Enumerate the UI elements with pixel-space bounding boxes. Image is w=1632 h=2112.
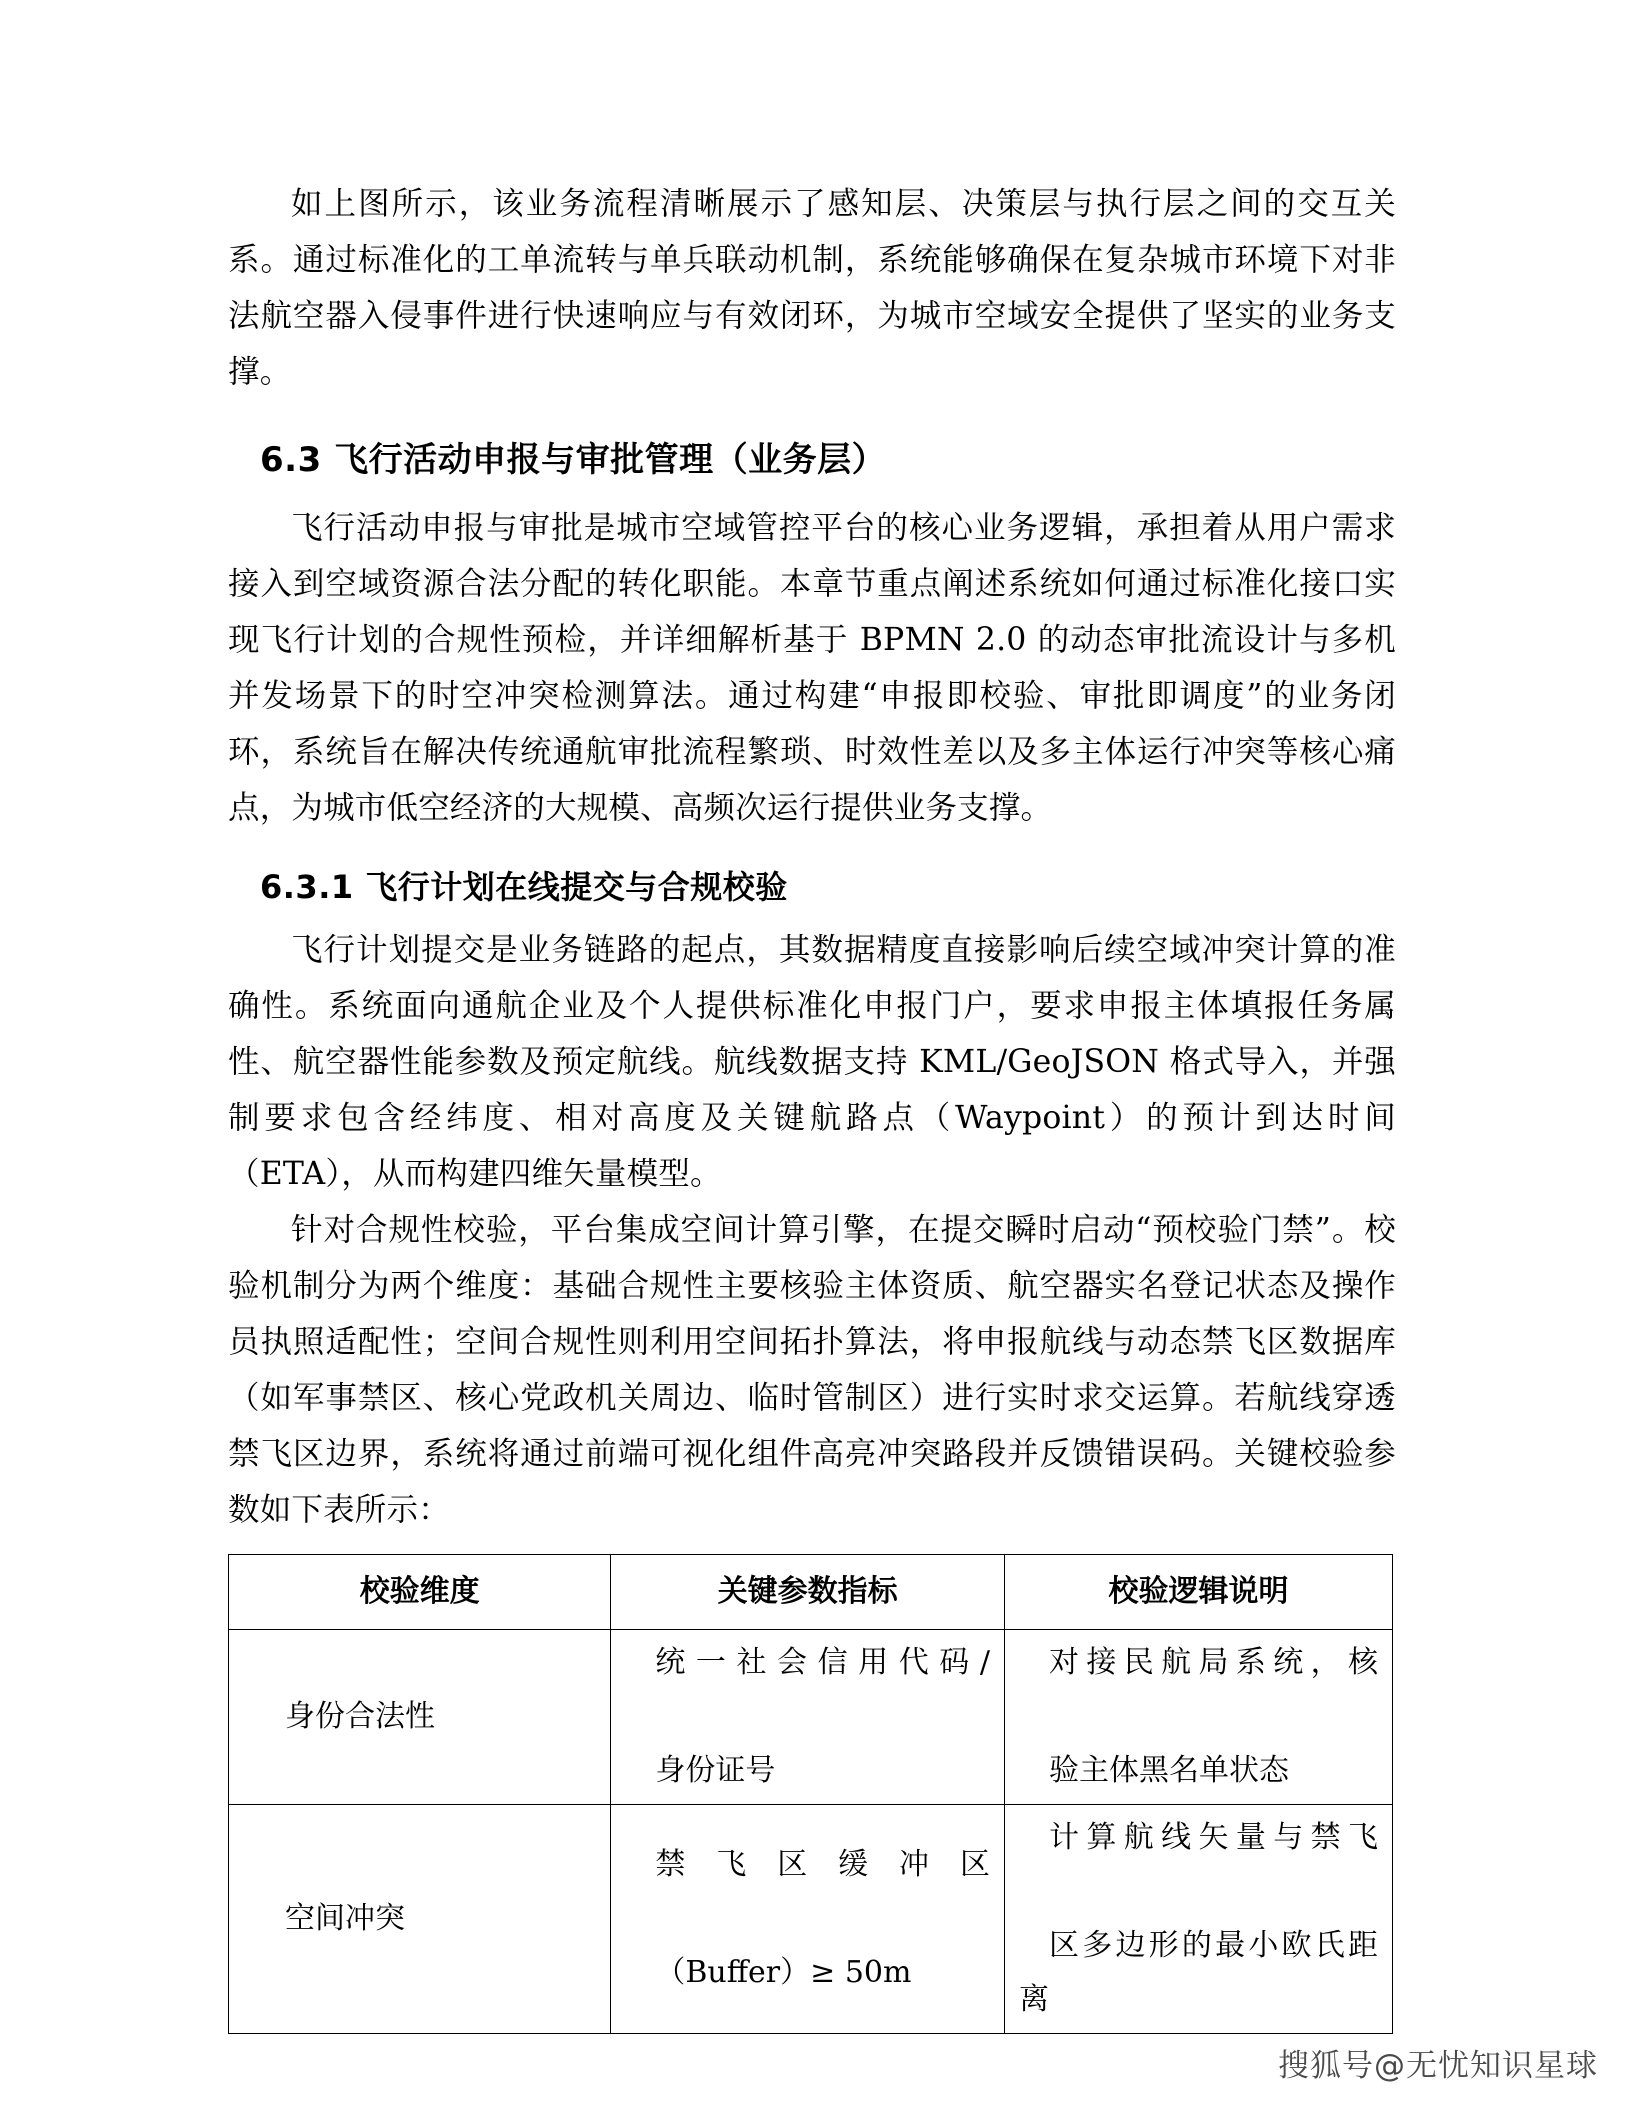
cell-line: 统一社会信用代码/ (655, 1645, 990, 1680)
table-row (229, 1630, 1393, 1805)
cell-dimension: 身份合法性 (229, 1630, 611, 1805)
cell-line: 对接民航局系统，核 (1048, 1645, 1378, 1680)
cell-logic (1004, 1805, 1392, 2034)
cell-dimension: 空间冲突 (229, 1805, 611, 2034)
cell-logic (1004, 1630, 1392, 1805)
validation-parameters-table (228, 1554, 1393, 2034)
source-watermark: 搜狐号@无忧知识星球 (1278, 2048, 1598, 2084)
cell-line: 区多边形的最小欧氏距离 (1018, 1928, 1378, 2017)
intro-paragraph: 如上图所示，该业务流程清晰展示了感知层、决策层与执行层之间的交互关系。通过标准化的工单流转与单兵联动机制，系统能够确保在复杂城市环境下对非法航空器入侵事件进行快速响应与有效闭环，为城市空域安全提供了坚实的业务支撑。 (228, 186, 1396, 390)
heading-6-3-1: 6.3.1 飞行计划在线提交与合规校验 (260, 868, 788, 906)
heading-6-3: 6.3 飞行活动申报与审批管理（业务层） (260, 440, 887, 480)
cell-line: 计算航线矢量与禁飞 (1048, 1820, 1378, 1855)
cell-parameter (611, 1805, 1005, 2034)
table-header-logic: 校验逻辑说明 (1004, 1555, 1392, 1630)
document-body (228, 176, 1396, 2034)
cell-line: 验主体黑名单状态 (1048, 1753, 1289, 1788)
cell-line: 禁飞区缓冲区 (655, 1847, 990, 1882)
paragraph-6-3-1-second: 针对合规性校验，平台集成空间计算引擎，在提交瞬时启动“预校验门禁”。校验机制分为两个维度：基础合规性主要核验主体资质、航空器实名登记状态及操作员执照适配性；空间合规性则利用空间拓扑算法，将申报航线与动态禁飞区数据库（如军事禁区、核心党政机关周边、临时管制区）进行实时求交运算。若航线穿透禁飞区边界，系统将通过前端可视化组件高亮冲突路段并反馈错误码。关键校验参数如下表所示： (228, 1212, 1396, 1528)
table-row (229, 1805, 1393, 2034)
cell-parameter (611, 1630, 1005, 1805)
paragraph-6-3-1-first: 飞行计划提交是业务链路的起点，其数据精度直接影响后续空域冲突计算的准确性。系统面向通航企业及个人提供标准化申报门户，要求申报主体填报任务属性、航空器性能参数及预定航线。航线数据支持 KML/GeoJSON 格式导入，并强制要求包含经纬度、相对高度及关键航路点（Waypoint）的预计到达时间（ETA），从而构建四维矢量模型。 (228, 932, 1396, 1192)
cell-line: （Buffer）≥ 50m (655, 1955, 912, 1990)
table-header-row (229, 1555, 1393, 1630)
table-header-dimension: 校验维度 (229, 1555, 611, 1630)
cell-line: 身份证号 (655, 1753, 776, 1788)
table-header-parameter: 关键参数指标 (611, 1555, 1005, 1630)
paragraph-6-3-overview: 飞行活动申报与审批是城市空域管控平台的核心业务逻辑，承担着从用户需求接入到空域资源合法分配的转化职能。本章节重点阐述系统如何通过标准化接口实现飞行计划的合规性预检，并详细解析基于 BPMN 2.0 的动态审批流设计与多机并发场景下的时空冲突检测算法。通过构建“申报即校验、审批即调度”的业务闭环，系统旨在解决传统通航审批流程繁琐、时效性差以及多主体运行冲突等核心痛点，为城市低空经济的大规模、高频次运行提供业务支撑。 (228, 510, 1396, 826)
